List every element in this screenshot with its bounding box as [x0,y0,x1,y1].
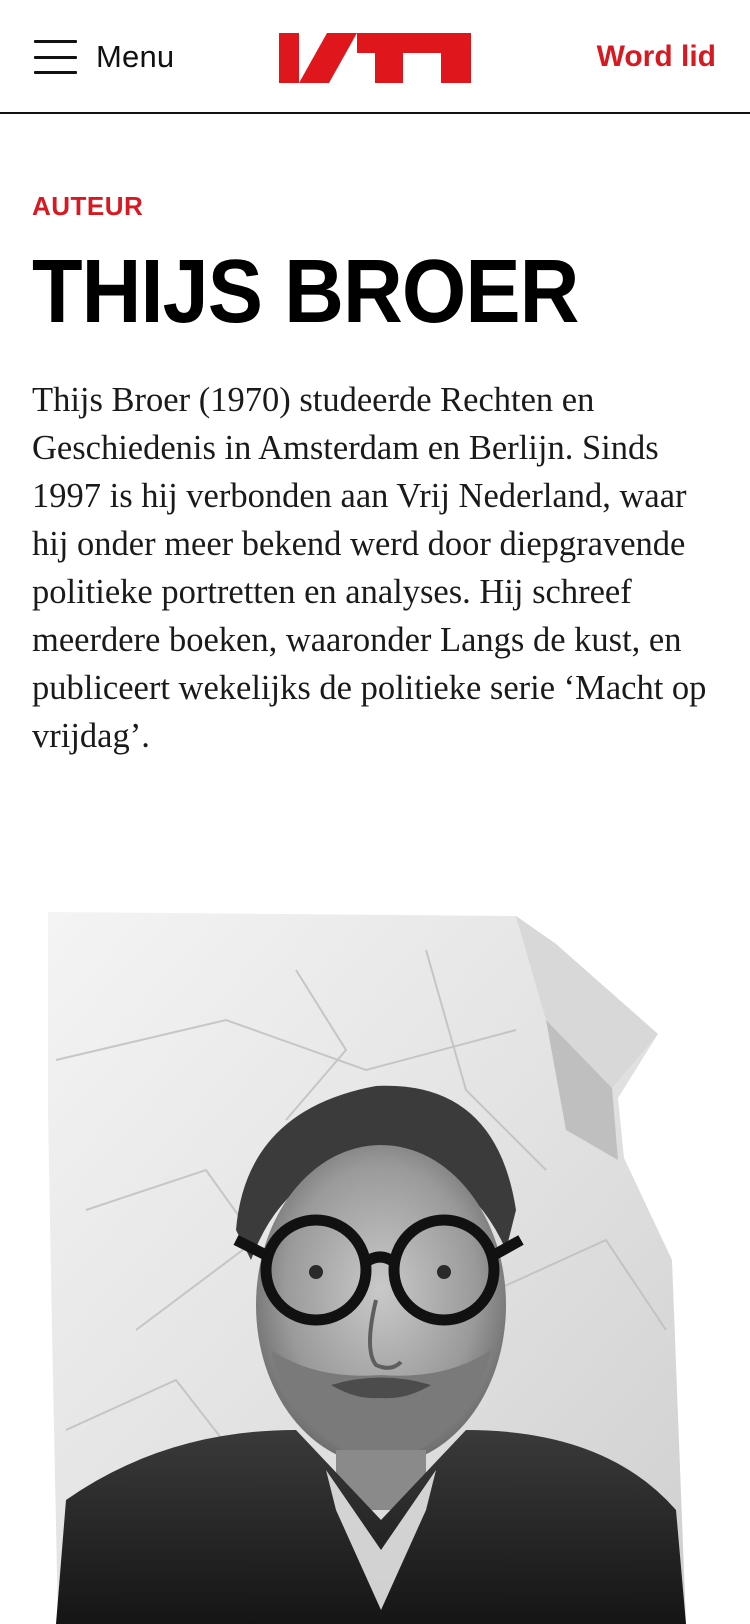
author-intro [32,190,722,795]
menu-button[interactable] [34,36,174,78]
author-bio: Thijs Broer (1970) studeerde Rechten en Geschiedenis in Amsterdam en Berlijn. Sinds 1997 is hij verbonden aan Vrij Nederland, waar hij onder meer bekend werd door diepgravende politieke portretten en analyses. Hij schreef meerdere boeken, waaronder Langs de kust, en publiceert wekelijks de politieke serie ‘Macht op vrijdag’. [32,381,707,755]
join-link[interactable]: Word lid [596,40,716,73]
menu-label: Menu [96,39,175,74]
author-kicker: AUTEUR [32,191,144,221]
vn-logo-icon[interactable] [279,33,471,83]
site-header [0,0,750,114]
hamburger-icon [34,40,77,74]
author-portrait-image [46,910,702,1624]
author-name: THIJS BROER [32,242,579,342]
